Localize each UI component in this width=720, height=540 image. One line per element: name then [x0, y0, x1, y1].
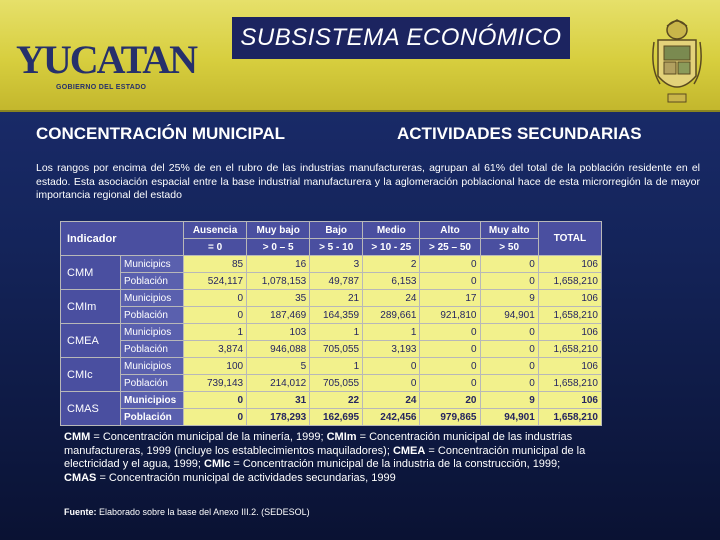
yucatan-logo	[16, 36, 197, 98]
header-col-l2: > 10 - 25	[363, 239, 420, 256]
row-label: Municipios	[121, 324, 184, 341]
indicator-cell: CMM	[61, 256, 121, 290]
table-cell: 0	[420, 341, 480, 358]
legend-cmic-text: = Concentración municipal de la industria de la construcción, 1999;	[230, 458, 561, 470]
header-col-l1: Alto	[420, 222, 480, 239]
table-cell: 1	[310, 324, 363, 341]
indicator-cell: CMIm	[61, 290, 121, 324]
indicator-cell: CMAS	[61, 392, 121, 426]
row-label: Municipios	[121, 358, 184, 375]
table-row	[61, 358, 602, 375]
table-cell: 106	[538, 256, 601, 273]
legend-cmea-abbr: CMEA	[392, 444, 426, 457]
table-cell: 85	[184, 256, 247, 273]
row-label: Población	[121, 273, 184, 290]
header-col-l1: Ausencia	[184, 222, 247, 239]
table-cell: 0	[420, 375, 480, 392]
table-row	[61, 392, 602, 409]
table-cell: 0	[184, 392, 247, 409]
indicator-cell: CMIc	[61, 358, 121, 392]
table-cell: 24	[363, 392, 420, 409]
table-cell: 1,658,210	[538, 341, 601, 358]
table-row	[61, 375, 602, 392]
table-cell: 22	[310, 392, 363, 409]
legend-cmic-abbr: CMIc	[204, 458, 231, 470]
state-seal-icon	[650, 18, 704, 104]
table-cell: 214,012	[247, 375, 310, 392]
row-label: Población	[121, 341, 184, 358]
table-cell: 0	[184, 409, 247, 426]
table-row	[61, 307, 602, 324]
table-cell: 946,088	[247, 341, 310, 358]
legend-cmim-text: = Concentración municipal de las industrias manufactureras, 1999 (incluye los establecimientos maquiladores);	[64, 431, 573, 457]
table-cell: 0	[184, 290, 247, 307]
indicator-cell: CMEA	[61, 324, 121, 358]
source-note	[64, 507, 310, 517]
table-cell: 739,143	[184, 375, 247, 392]
header-col-l2: > 25 – 50	[420, 239, 480, 256]
header-col-l2: = 0	[184, 239, 247, 256]
table-cell: 2	[363, 256, 420, 273]
table-cell: 0	[480, 358, 538, 375]
section-subtitle-left: CONCENTRACIÓN MUNICIPAL	[36, 124, 286, 143]
legend-cmim-abbr: CMIm	[326, 431, 357, 443]
table-cell: 178,293	[247, 409, 310, 426]
header-banner	[0, 0, 720, 112]
table-cell: 100	[184, 358, 247, 375]
table-cell: 106	[538, 290, 601, 307]
row-label: Población	[121, 375, 184, 392]
table-cell: 3,874	[184, 341, 247, 358]
legend-text	[64, 431, 592, 485]
table-cell: 1,658,210	[538, 409, 601, 426]
table-cell: 6,153	[363, 273, 420, 290]
table-row	[61, 256, 602, 273]
table-cell: 1	[184, 324, 247, 341]
table-cell: 1	[310, 358, 363, 375]
source-text: Elaborado sobre la base del Anexo III.2. (SEDESOL)	[96, 507, 310, 517]
header-col-l1: Medio	[363, 222, 420, 239]
table-cell: 24	[363, 290, 420, 307]
table-cell: 0	[420, 358, 480, 375]
table-cell: 94,901	[480, 409, 538, 426]
table-cell: 106	[538, 392, 601, 409]
intro-paragraph: Los rangos por encima del 25% de en el rubro de las industrias manufactureras, agrupan al 61% del total de la población residente en el estado. Esta asociación espacial entre la base industrial manufacturera y la aglomeración poblacional hace de esta microrregión la de mayor importancia regional del estado	[36, 162, 700, 201]
table-cell: 705,055	[310, 375, 363, 392]
table-cell: 9	[480, 392, 538, 409]
table-cell: 35	[247, 290, 310, 307]
header-total: TOTAL	[538, 222, 601, 256]
table-cell: 921,810	[420, 307, 480, 324]
row-label: Población	[121, 409, 184, 426]
legend-cmas-text: = Concentración municipal de actividades secundarias, 1999	[96, 471, 396, 484]
table-cell: 9	[480, 290, 538, 307]
table-cell: 0	[184, 307, 247, 324]
table-cell: 0	[480, 256, 538, 273]
header-col-l2: > 0 – 5	[247, 239, 310, 256]
logo-text: YUCATAN	[16, 37, 197, 82]
table-cell: 1,658,210	[538, 273, 601, 290]
table-row	[61, 341, 602, 358]
table-cell: 0	[420, 273, 480, 290]
row-label: Población	[121, 307, 184, 324]
legend-cmm-abbr: CMM	[64, 431, 91, 443]
logo-subtext: GOBIERNO DEL ESTADO	[56, 84, 147, 91]
header-indicator: Indicador	[61, 222, 184, 256]
section-subtitle-right: ACTIVIDADES SECUNDARIAS	[397, 124, 642, 143]
table-cell: 103	[247, 324, 310, 341]
table-cell: 164,359	[310, 307, 363, 324]
table-cell: 17	[420, 290, 480, 307]
table-cell: 705,055	[310, 341, 363, 358]
table-cell: 0	[420, 324, 480, 341]
row-label: Municipios	[121, 392, 184, 409]
row-label: Municipios	[121, 290, 184, 307]
source-label: Fuente:	[64, 507, 97, 517]
page-title: SUBSISTEMA ECONÓMICO	[232, 17, 570, 59]
table-cell: 31	[247, 392, 310, 409]
table-cell: 1,658,210	[538, 375, 601, 392]
table-cell: 21	[310, 290, 363, 307]
table-cell: 0	[480, 375, 538, 392]
table-cell: 0	[363, 375, 420, 392]
table-row	[61, 409, 602, 426]
table-cell: 0	[480, 341, 538, 358]
table-cell: 524,117	[184, 273, 247, 290]
header-col-l1: Bajo	[310, 222, 363, 239]
table-cell: 187,469	[247, 307, 310, 324]
table-cell: 94,901	[480, 307, 538, 324]
table-cell: 1,658,210	[538, 307, 601, 324]
header-col-l1: Muy bajo	[247, 222, 310, 239]
table-cell: 3	[310, 256, 363, 273]
table-cell: 242,456	[363, 409, 420, 426]
header-col-l2: > 5 - 10	[310, 239, 363, 256]
table-cell: 3,193	[363, 341, 420, 358]
table-cell: 0	[420, 256, 480, 273]
table-cell: 0	[480, 273, 538, 290]
table-row	[61, 324, 602, 341]
table-cell: 20	[420, 392, 480, 409]
legend-cmas-abbr: CMAS	[64, 471, 97, 484]
row-label: Municipics	[121, 256, 184, 273]
table-cell: 162,695	[310, 409, 363, 426]
table-cell: 979,865	[420, 409, 480, 426]
table-cell: 289,661	[363, 307, 420, 324]
table-cell: 1,078,153	[247, 273, 310, 290]
table-row	[61, 273, 602, 290]
table-row	[61, 290, 602, 307]
table-cell: 0	[363, 358, 420, 375]
table-cell: 106	[538, 324, 601, 341]
table-cell: 1	[363, 324, 420, 341]
table-cell: 16	[247, 256, 310, 273]
table-cell: 106	[538, 358, 601, 375]
indicator-table	[60, 221, 602, 423]
header-col-l2: > 50	[480, 239, 538, 256]
header-col-l1: Muy alto	[480, 222, 538, 239]
table-cell: 0	[480, 324, 538, 341]
table-cell: 49,787	[310, 273, 363, 290]
table-cell: 5	[247, 358, 310, 375]
legend-cmea-text: = Concentración municipal de la electricidad y el agua, 1999;	[64, 444, 586, 470]
legend-cmm-text: = Concentración municipal de la minería, 1999;	[90, 431, 327, 443]
